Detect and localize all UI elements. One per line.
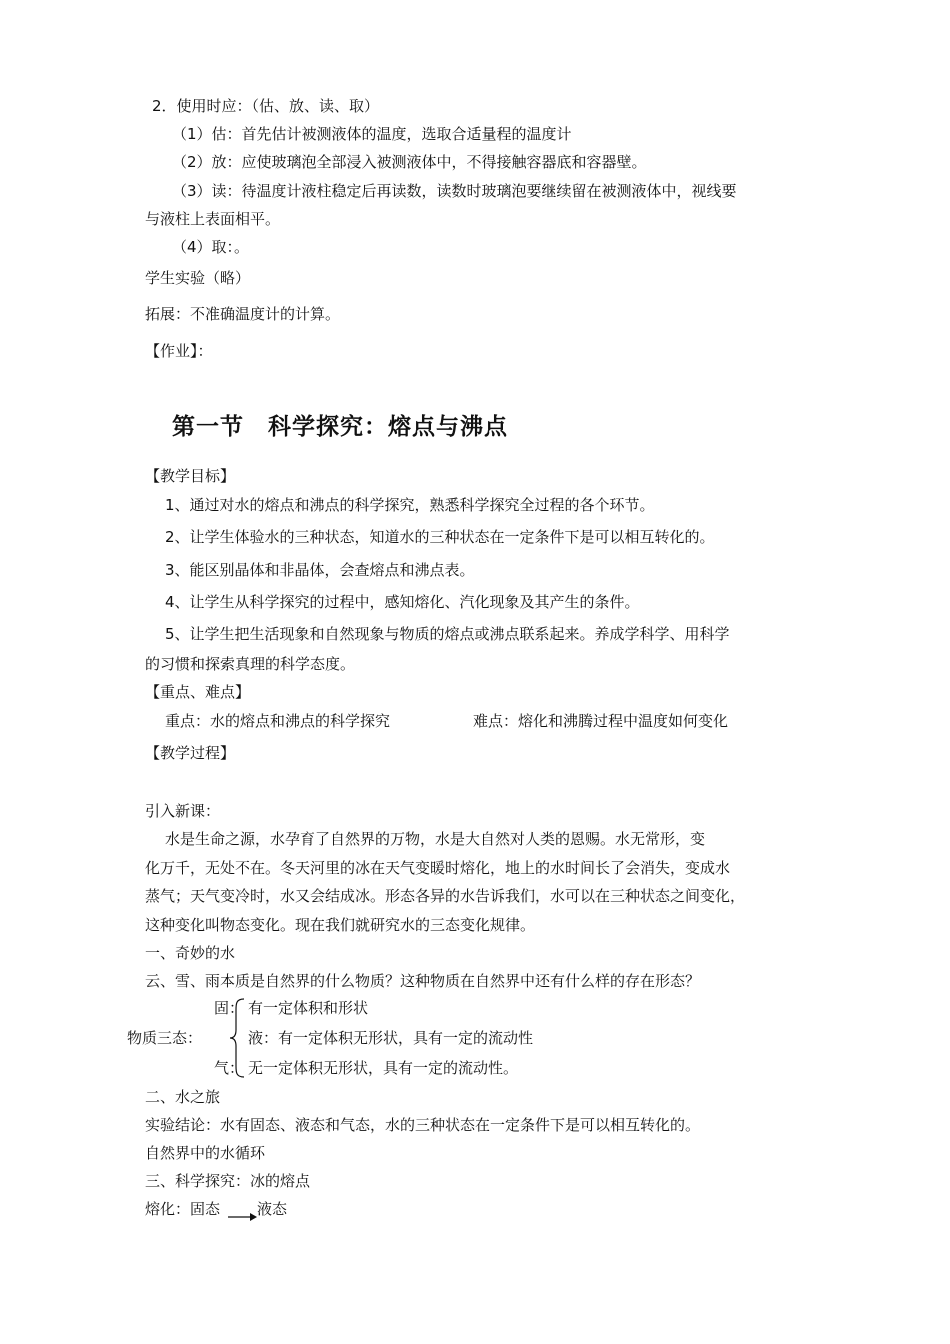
part2-conclusion: 实验结论：水有固态、液态和气态，水的三种状态在一定条件下是可以相互转化的。 xyxy=(145,1116,701,1134)
objective-item: 5、让学生把生活现象和自然现象与物质的熔点或沸点联系起来。养成学科学、用科学 xyxy=(165,625,730,643)
states-label: 物质三态： xyxy=(127,1029,203,1047)
key-points-heading: 【重点、难点】 xyxy=(145,683,251,701)
usage-heading: 2．使用时应：（估、放、读、取） xyxy=(152,97,380,115)
part1-question: 云、雪、雨本质是自然界的什么物质？这种物质在自然界中还有什么样的存在形态？ xyxy=(145,972,701,990)
usage-step-read: （3）读：待温度计液柱稳定后再读数，读数时玻璃泡要继续留在被测液体中，视线要 xyxy=(172,182,737,200)
state-liquid: 液：有一定体积无形状，具有一定的流动性 xyxy=(248,1029,534,1047)
part3-heading: 三、科学探究：冰的熔点 xyxy=(145,1172,311,1190)
part2-heading: 二、水之旅 xyxy=(145,1088,221,1106)
homework-heading: 【作业】： xyxy=(145,342,213,360)
objective-item: 2、让学生体验水的三种状态，知道水的三种状态在一定条件下是可以相互转化的。 xyxy=(165,528,715,546)
melting-label: 熔化：固态 xyxy=(145,1200,221,1218)
intro-paragraph-line: 蒸气；天气变冷时，水又会结成冰。形态各异的水告诉我们，水可以在三种状态之间变化， xyxy=(145,887,746,905)
intro-paragraph-line: 这种变化叫物态变化。现在我们就研究水的三态变化规律。 xyxy=(145,916,536,934)
arrow-right-icon xyxy=(228,1208,258,1222)
usage-step-place: （2）放：应使玻璃泡全部浸入被测液体中，不得接触容器底和容器壁。 xyxy=(172,153,647,171)
objective-item: 3、能区别晶体和非晶体，会查熔点和沸点表。 xyxy=(165,561,475,579)
state-solid-key: 固： xyxy=(214,999,245,1017)
melting-target: 液态 xyxy=(257,1200,288,1218)
objective-item-cont: 的习惯和探索真理的科学态度。 xyxy=(145,655,356,673)
water-cycle: 自然界中的水循环 xyxy=(145,1144,266,1162)
usage-step-take: （4）取：。 xyxy=(172,238,250,256)
objective-item: 1、通过对水的熔点和沸点的科学探究，熟悉科学探究全过程的各个环节。 xyxy=(165,496,655,514)
state-gas: 无一定体积无形状，具有一定的流动性。 xyxy=(248,1059,519,1077)
section-title: 第一节 科学探究：熔点与沸点 xyxy=(172,414,508,440)
process-heading: 【教学过程】 xyxy=(145,744,236,762)
usage-step-estimate: （1）估：首先估计被测液体的温度，选取合适量程的温度计 xyxy=(172,125,572,143)
curly-brace-icon xyxy=(228,998,248,1078)
objective-item: 4、让学生从科学探究的过程中，感知熔化、汽化现象及其产生的条件。 xyxy=(165,593,640,611)
difficult-point: 难点：熔化和沸腾过程中温度如何变化 xyxy=(473,712,729,730)
intro-paragraph-line: 水是生命之源，水孕育了自然界的万物，水是大自然对人类的恩赐。水无常形，变 xyxy=(165,830,706,848)
objectives-heading: 【教学目标】 xyxy=(145,467,236,485)
intro-heading: 引入新课： xyxy=(145,802,221,820)
usage-step-read-cont: 与液柱上表面相平。 xyxy=(145,210,281,228)
state-gas-key: 气： xyxy=(214,1059,245,1077)
key-point: 重点：水的熔点和沸点的科学探究 xyxy=(165,712,391,730)
student-experiment: 学生实验（略） xyxy=(145,269,251,287)
part1-heading: 一、奇妙的水 xyxy=(145,944,236,962)
extension-note: 拓展：不准确温度计的计算。 xyxy=(145,305,341,323)
intro-paragraph-line: 化万千，无处不在。冬天河里的冰在天气变暖时熔化，地上的水时间长了会消失，变成水 xyxy=(145,859,731,877)
state-solid: 有一定体积和形状 xyxy=(248,999,369,1017)
